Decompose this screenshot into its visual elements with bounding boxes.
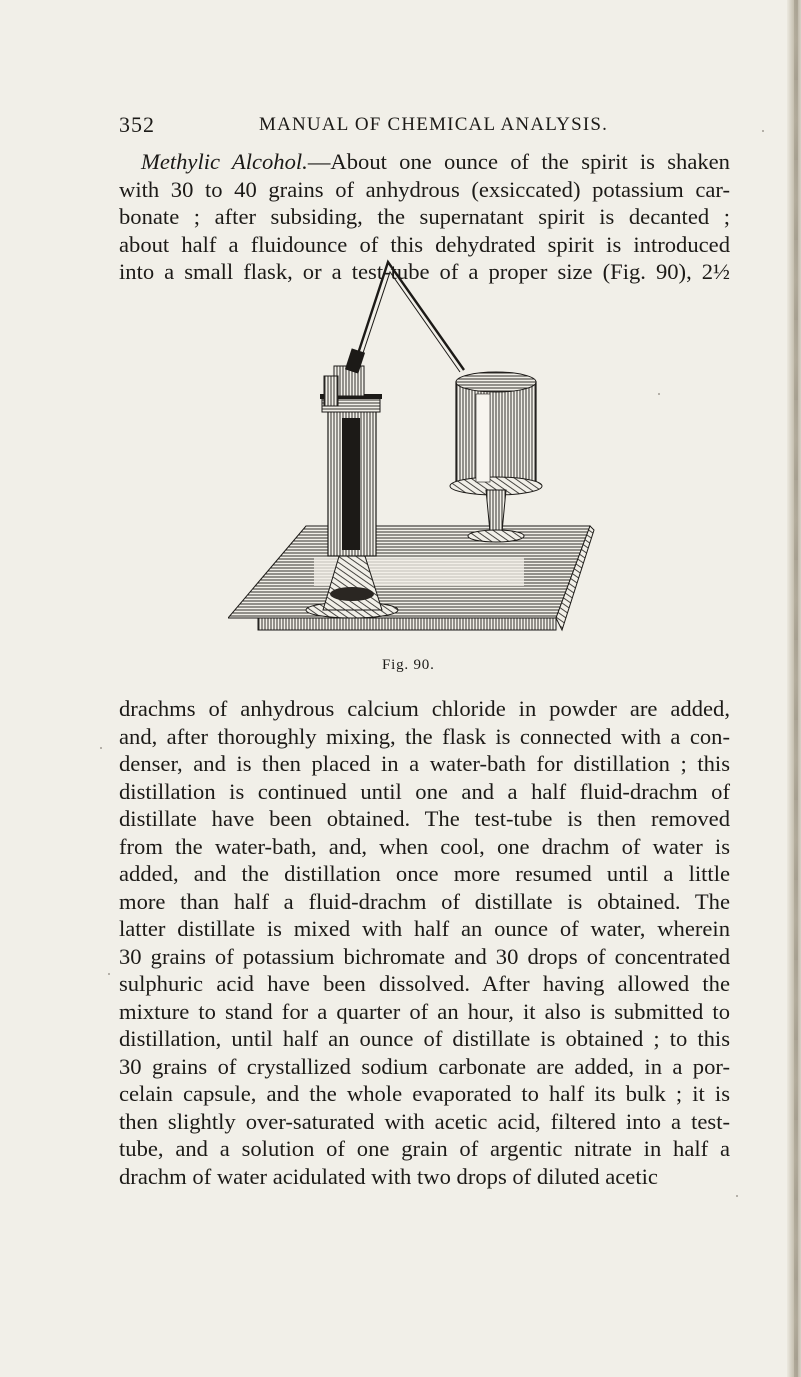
receiver-vessel [450,372,542,542]
figure-caption: Fig. 90. [382,657,435,673]
water-bath [320,366,382,556]
figure-90-distillation-apparatus [228,258,598,650]
text-line: denser, and is then placed in a water-bath for distillation ; this [119,751,730,776]
table-top [228,526,594,630]
text-line: distillate have been obtained. The test-tube is then removed [119,806,730,831]
page-number: 352 [119,112,155,137]
text-line: tube, and a solution of one grain of argentic nitrate in half a [119,1136,730,1161]
text-line: latter distillate is mixed with half an ounce of water, wherein [119,916,730,941]
paragraph-heading: Methylic Alcohol. [141,149,308,174]
condenser-tube [345,262,464,374]
text-line: then slightly over-saturated with acetic acid, filtered into a test- [119,1108,730,1134]
text-line: 30 grains of potassium bichromate and 30 drops of concentrated [119,943,730,969]
page-edge-binding [794,0,798,1377]
text-line: distillation is continued until one and a half fluid-drachm of [119,778,730,804]
text-line: celain capsule, and the whole evaporated to half its bulk ; it is [119,1081,730,1106]
paragraph-continuation [119,695,730,1190]
text-line: about half a fluidounce of this dehydrated spirit is introduced [119,231,730,257]
paper-speck [762,130,764,132]
text-line: with 30 to 40 grains of anhydrous (exsiccated) potassium car- [119,176,730,202]
running-head [119,112,725,136]
text-line: drachms of anhydrous calcium chloride in powder are added, [119,696,730,721]
text-line: sulphuric acid have been dissolved. After having allowed the [119,971,730,996]
paper-speck [736,1195,738,1197]
running-title: MANUAL OF CHEMICAL ANALYSIS. [259,114,609,135]
paper-speck [108,973,110,975]
paper-speck [100,747,102,749]
text-line: distillation, until half an ounce of distillate is obtained ; to this [119,1026,730,1051]
text-line [119,148,730,176]
text-line: drachm of water acidulated with two drops of diluted acetic [119,1163,658,1189]
text-line: more than half a fluid-drachm of distillate is obtained. The [119,888,730,914]
text-line-fragment: —About one ounce of the spirit is shaken [307,149,730,174]
text-line: from the water-bath, and, when cool, one drachm of water is [119,833,730,859]
text-line: mixture to stand for a quarter of an hour, it also is submitted to [119,998,730,1024]
paper-speck [658,393,660,395]
text-line: 30 grains of crystallized sodium carbonate are added, in a por- [119,1053,730,1079]
text-line: into a small flask, or a test-tube of a proper size (Fig. 90), 2½ [119,259,730,284]
text-line: and, after thoroughly mixing, the flask is connected with a con- [119,723,730,749]
text-line: added, and the distillation once more resumed until a little [119,861,730,886]
text-line: bonate ; after subsiding, the supernatant spirit is decanted ; [119,204,730,229]
